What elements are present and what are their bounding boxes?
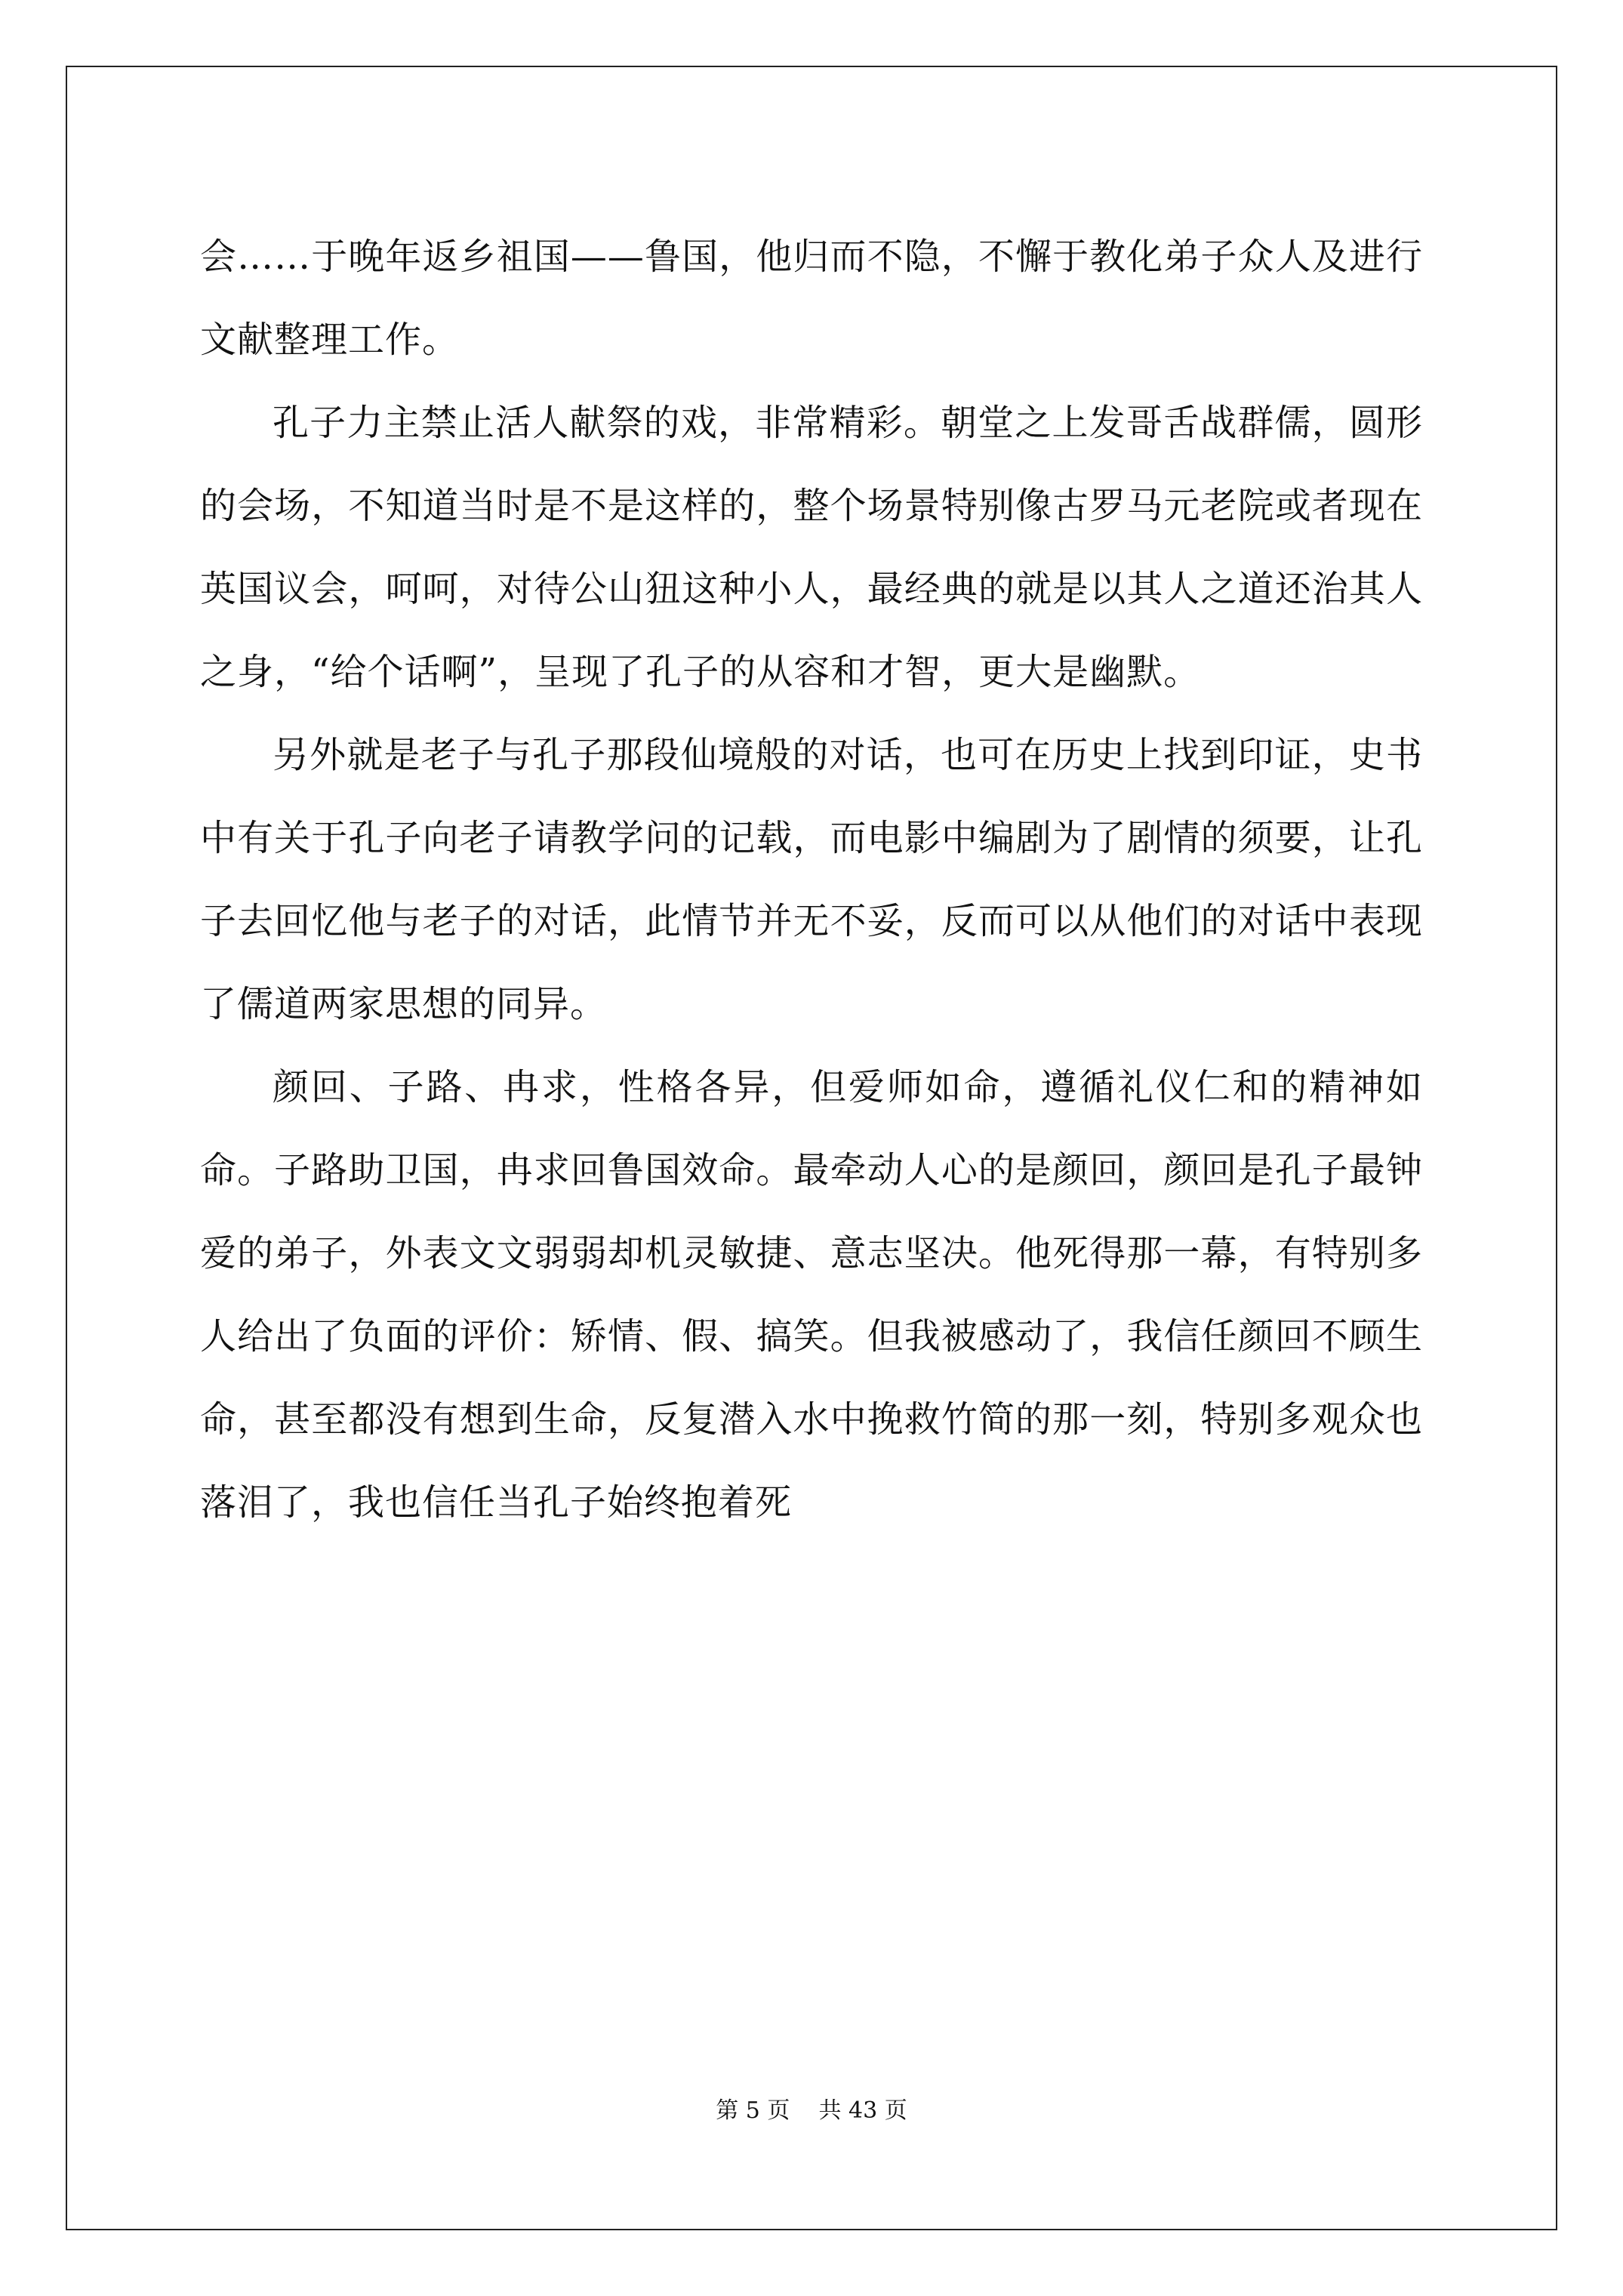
paragraph-3: 另外就是老子与孔子那段仙境般的对话，也可在历史上找到印证，史书中有关于孔子向老子请教学问的记载，而电影中编剧为了剧情的须要，让孔子去回忆他与老子的对话，此情节并无不妥，反而可以从他们的对话中表现了儒道两家思想的同异。 [200, 734, 1423, 1025]
paragraph-2: 孔子力主禁止活人献祭的戏，非常精彩。朝堂之上发哥舌战群儒，圆形的会场，不知道当时是不是这样的，整个场景特别像古罗马元老院或者现在英国议会，呵呵，对待公山狃这种小人，最经典的就是以其人之道还治其人之身，“给个话啊”，呈现了孔子的从容和才智，更大是幽默。 [200, 402, 1423, 693]
document-body [200, 215, 1423, 1544]
page-number-footer: 第 5 页 共 43 页 [716, 2097, 907, 2124]
paragraph-1: 会……于晚年返乡祖国——鲁国，他归而不隐，不懈于教化弟子众人及进行文献整理工作。 [200, 236, 1423, 361]
paragraph-4: 颜回、子路、冉求，性格各异，但爱师如命，遵循礼仪仁和的精神如命。子路助卫国，冉求回鲁国效命。最牵动人心的是颜回，颜回是孔子最钟爱的弟子，外表文文弱弱却机灵敏捷、意志坚决。他死得那一幕，有特别多人给出了负面的评价：矫情、假、搞笑。但我被感动了，我信任颜回不顾生命，甚至都没有想到生命，反复潜入水中挽救竹简的那一刻，特别多观众也落泪了，我也信任当孔子始终抱着死 [200, 1066, 1423, 1524]
